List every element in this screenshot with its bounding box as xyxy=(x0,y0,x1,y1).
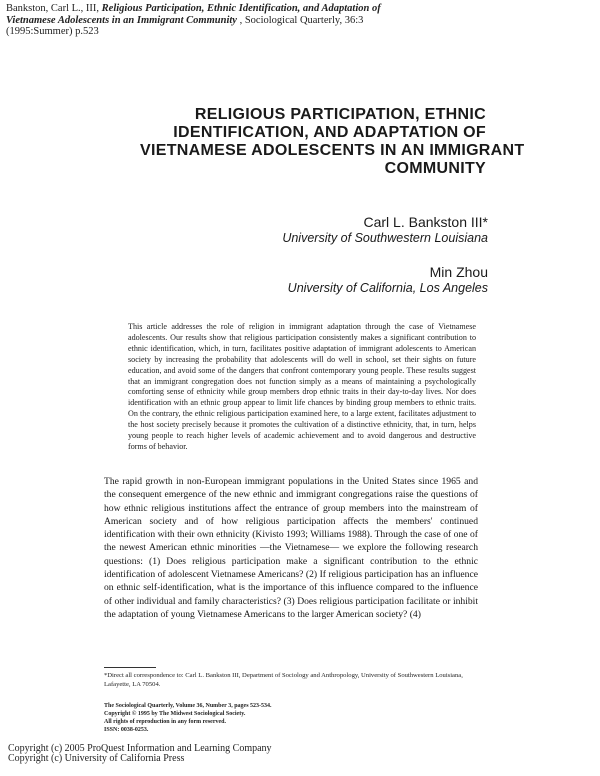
citation-title-part2: Vietnamese Adolescents in an Immigrant Community xyxy=(6,14,237,26)
pub-info-line: ISSN: 0038-0253. xyxy=(104,727,149,733)
title-line: VIETNAMESE ADOLESCENTS IN AN IMMIGRANT xyxy=(140,142,525,159)
author-block-2 xyxy=(288,264,488,296)
title-line: IDENTIFICATION, AND ADAPTATION OF xyxy=(173,124,486,141)
copyright-line: Copyright (c) 2005 ProQuest Information and Learning Company xyxy=(8,743,272,754)
author-block-1 xyxy=(282,214,488,246)
author-affiliation: University of Southwestern Louisiana xyxy=(282,231,488,245)
citation-date-page: (1995:Summer) p.523 xyxy=(6,26,99,37)
copyright-notice xyxy=(8,744,272,764)
author-name: Min Zhou xyxy=(429,264,488,280)
title-line: RELIGIOUS PARTICIPATION, ETHNIC xyxy=(194,106,486,123)
citation-journal: , Sociological Quarterly, 36:3 xyxy=(239,14,364,26)
citation-line-1 xyxy=(6,3,566,15)
body-paragraph: The rapid growth in non-European immigrant populations in the United States since 1965 and the consequent emergence of the new ethnic and immigrant congregations raise the questions of how ethnic religious institutions affect the entrance of group members into the mainstream of American society and of how religious participation affects the members' continued identification with their own ethnicity (Kivisto 1993; Williams 1988). Through the case of one of the newest American ethnic minorities —the Vietnamese— we explore the following research questions: (1) Does religious participation make a significant contribution to the ethnic identification of adolescent Vietnamese Americans? (2) If religious participation has an influence on ethnic self-identification, what is the importance of this influence compared to the influence of other individual and family characteristics? (3) Does religious participation facilitate or inhibit the adaptation of young Vietnamese Americans to the larger American society? (4) xyxy=(104,476,478,620)
copyright-line: Copyright (c) University of California Press xyxy=(8,753,185,764)
footnote: *Direct all correspondence to: Carl L. Bankston III, Department of Sociology and Anthropology, University of Southwestern Louisiana, Lafayette, LA 70504. xyxy=(104,672,463,688)
article-title xyxy=(140,106,525,178)
pub-info-line: All rights of reproduction in any form reserved. xyxy=(104,719,226,725)
abstract: This article addresses the role of religion in immigrant adaptation through the case of Vietnamese adolescents. Our results show that religious participation consistently makes a significant contribution to ethnic identification, which, in turn, facilitates positive adaptation of immigrant adolescents to American society by increasing the probability that adolescents will do well in school, set their sights on future education, and avoid some of the dangers that confront contemporary young people. These results suggest that an immigrant congregation does not function simply as a means of maintaining a psychologically comforting sense of ethnicity while group members drop ethnic traits in their day-to-day lives. Nor does identification with an ethnic group appear to limit life chances by binding group members to ethnic traits. On the contrary, the ethnic religious participation examined here, to a large extent, facilitates adjustment to the host society precisely because it promotes the cultivation of a distinctive ethnicity, that, in turn, helps young people to reach higher levels of academic achievement and to avoid dangerous and destructive forms of behavior. xyxy=(128,322,476,451)
author-affiliation: University of California, Los Angeles xyxy=(287,281,488,295)
citation-line-2 xyxy=(6,15,566,27)
citation-title-part1: Religious Participation, Ethnic Identification, and Adaptation of xyxy=(101,3,381,14)
publication-info xyxy=(104,702,404,734)
author-name: Carl L. Bankston III* xyxy=(363,214,488,230)
pub-info-line: Copyright © 1995 by The Midwest Sociological Society. xyxy=(104,711,246,717)
footnote-divider xyxy=(104,667,156,668)
citation-authors: Bankston, Carl L., III, xyxy=(6,3,100,14)
title-line: COMMUNITY xyxy=(384,160,486,177)
pub-info-line: The Sociological Quarterly, Volume 36, Number 3, pages 523-534. xyxy=(104,703,272,709)
citation-header xyxy=(6,3,566,38)
